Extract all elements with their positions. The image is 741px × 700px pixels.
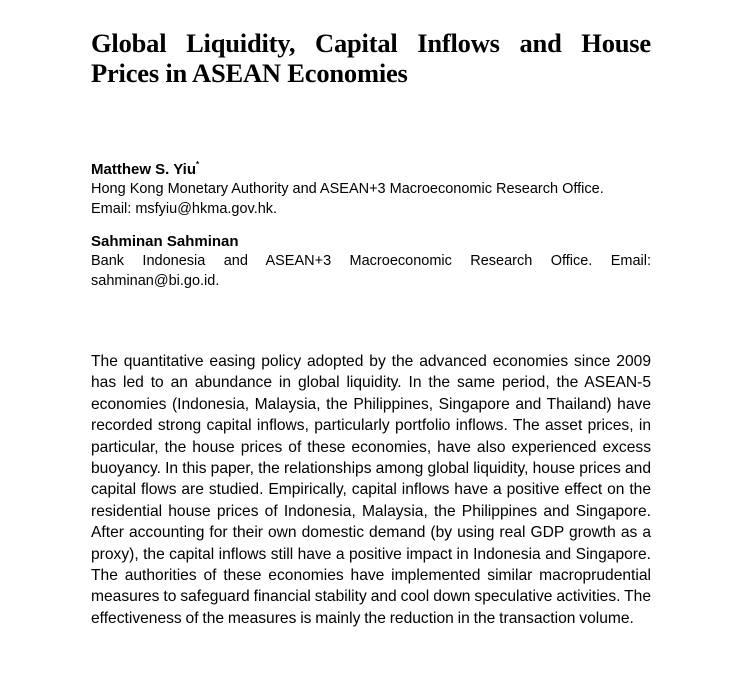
author-email: Email: msfyiu@hkma.gov.hk. xyxy=(91,201,278,217)
abstract-text: The quantitative easing policy adopted by the advanced economies since 2009 has led to an abundance in global liquidity. In the same period, the ASEAN-5 economies (Indonesia, Malaysia, the Philippines, Singapore and Thailand) have recorded strong capital inflows, particularly portfolio inflows. The asset prices, in particular, the house prices of these economies, have also experienced excess buoyancy. In this paper, the relationships among global liquidity, house prices and capital flows are studied. Empirically, capital inflows have a positive effect on the residential house prices of Indonesia, Malaysia, the Philippines and Singapore. After accounting for their own domestic demand (by using real GDP growth as a proxy), the capital inflows still have a positive impact in Indonesia and Singapore. The authorities of these economies have implemented similar macroprudential measures to safeguard financial stability and cool down speculative activities. The effectiveness of the measures is mainly the reduction in the transaction volume. xyxy=(91,353,651,627)
author-name: Sahminan Sahminan xyxy=(91,233,239,250)
author-block-1 xyxy=(91,155,651,219)
author-affiliation: Hong Kong Monetary Authority and ASEAN+3 Macroeconomic Research Office. xyxy=(91,181,604,197)
footnote-mark: * xyxy=(196,160,200,169)
paper-title: Global Liquidity, Capital Inflows and House Prices in ASEAN Economies xyxy=(91,28,651,88)
author-name-text: Matthew S. Yiu xyxy=(91,161,197,178)
author-name xyxy=(91,155,651,179)
author-affiliation: Bank Indonesia and ASEAN+3 Macroeconomic Research Office. Email: sahminan@bi.go.id. xyxy=(91,253,651,289)
author-block-2 xyxy=(91,232,651,291)
